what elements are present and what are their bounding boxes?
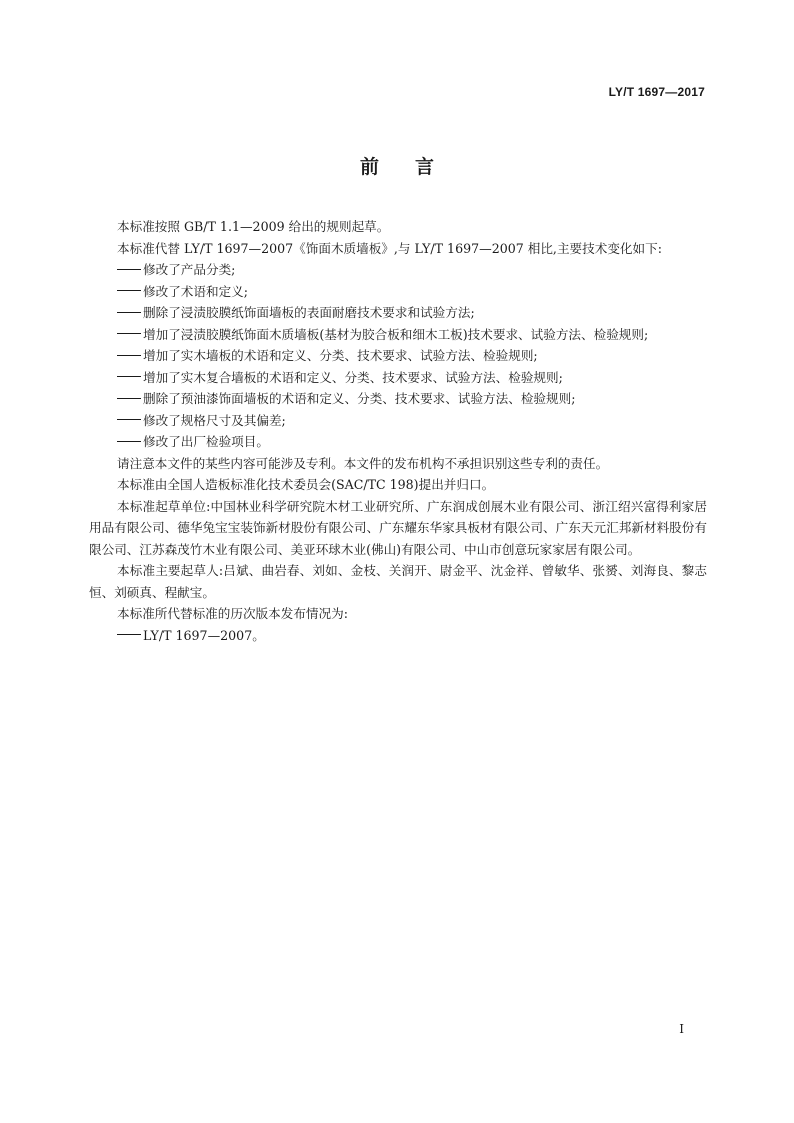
list-item — [117, 431, 707, 453]
paragraph: 本标准起草单位:中国林业科学研究院木材工业研究所、广东润成创展木业有限公司、浙江绍兴富得利家居用品有限公司、德华兔宝宝装饰新材股份有限公司、广东耀东华家具板材有限公司、广东天元汇邦新材料股份有限公司、江苏森茂竹木业有限公司、美亚环球木业(佛山)有限公司、中山市创意玩家家居有限公司。 — [89, 498, 707, 557]
dash-marker — [117, 441, 141, 443]
paragraph: 本标准代替 LY/T 1697—2007《饰面木质墙板》,与 LY/T 1697—2007 相比,主要技术变化如下: — [117, 240, 662, 256]
dash-marker — [117, 290, 141, 292]
paragraph: 本标准按照 GB/T 1.1—2009 给出的规则起草。 — [117, 219, 390, 234]
list-item — [117, 302, 707, 324]
document-body — [89, 216, 707, 646]
dash-marker — [117, 398, 141, 400]
standard-code: LY/T 1697—2017 — [608, 85, 705, 99]
dash-marker — [117, 634, 141, 636]
paragraph: 本标准由全国人造板标准化技术委员会(SAC/TC 198)提出并归口。 — [117, 477, 495, 492]
list-item-text: 修改了产品分类; — [143, 262, 236, 277]
dash-marker — [117, 376, 141, 378]
list-item-text: LY/T 1697—2007。 — [143, 627, 265, 643]
list-item-text: 删除了预油漆饰面墙板的术语和定义、分类、技术要求、试验方法、检验规则; — [143, 391, 576, 406]
dash-marker — [117, 269, 141, 271]
list-item-text: 删除了浸渍胶膜纸饰面墙板的表面耐磨技术要求和试验方法; — [143, 305, 475, 320]
changes-list — [89, 259, 707, 453]
list-item — [117, 625, 707, 647]
paragraph: 请注意本文件的某些内容可能涉及专利。本文件的发布机构不承担识别这些专利的责任。 — [117, 455, 609, 471]
list-item — [117, 324, 707, 346]
dash-marker — [117, 312, 141, 314]
dash-marker — [117, 355, 141, 357]
page-number: I — [679, 1022, 684, 1036]
history-list — [89, 625, 707, 647]
paragraph: 本标准主要起草人:吕斌、曲岩春、刘如、金枝、关润开、尉金平、沈金祥、曾敏华、张赟、刘海良、黎志恒、刘硕真、程献宝。 — [89, 563, 707, 600]
dash-marker — [117, 333, 141, 335]
list-item — [117, 345, 707, 367]
list-item-text: 增加了实木复合墙板的术语和定义、分类、技术要求、试验方法、检验规则; — [143, 369, 563, 385]
list-item-text: 修改了术语和定义; — [143, 283, 248, 299]
list-item — [117, 367, 707, 389]
list-item-text: 增加了浸渍胶膜纸饰面木质墙板(基材为胶合板和细木工板)技术要求、试验方法、检验规则; — [143, 326, 649, 342]
dash-marker — [117, 419, 141, 421]
list-item — [117, 410, 707, 432]
list-item-text: 增加了实木墙板的术语和定义、分类、技术要求、试验方法、检验规则; — [143, 348, 538, 363]
page-title: 前言 — [359, 156, 470, 178]
list-item — [117, 259, 707, 281]
list-item — [117, 281, 707, 303]
list-item-text: 修改了出厂检验项目。 — [143, 434, 269, 449]
list-item — [117, 388, 707, 410]
paragraph: 本标准所代替标准的历次版本发布情况为: — [117, 606, 348, 621]
list-item-text: 修改了规格尺寸及其偏差; — [143, 412, 286, 428]
